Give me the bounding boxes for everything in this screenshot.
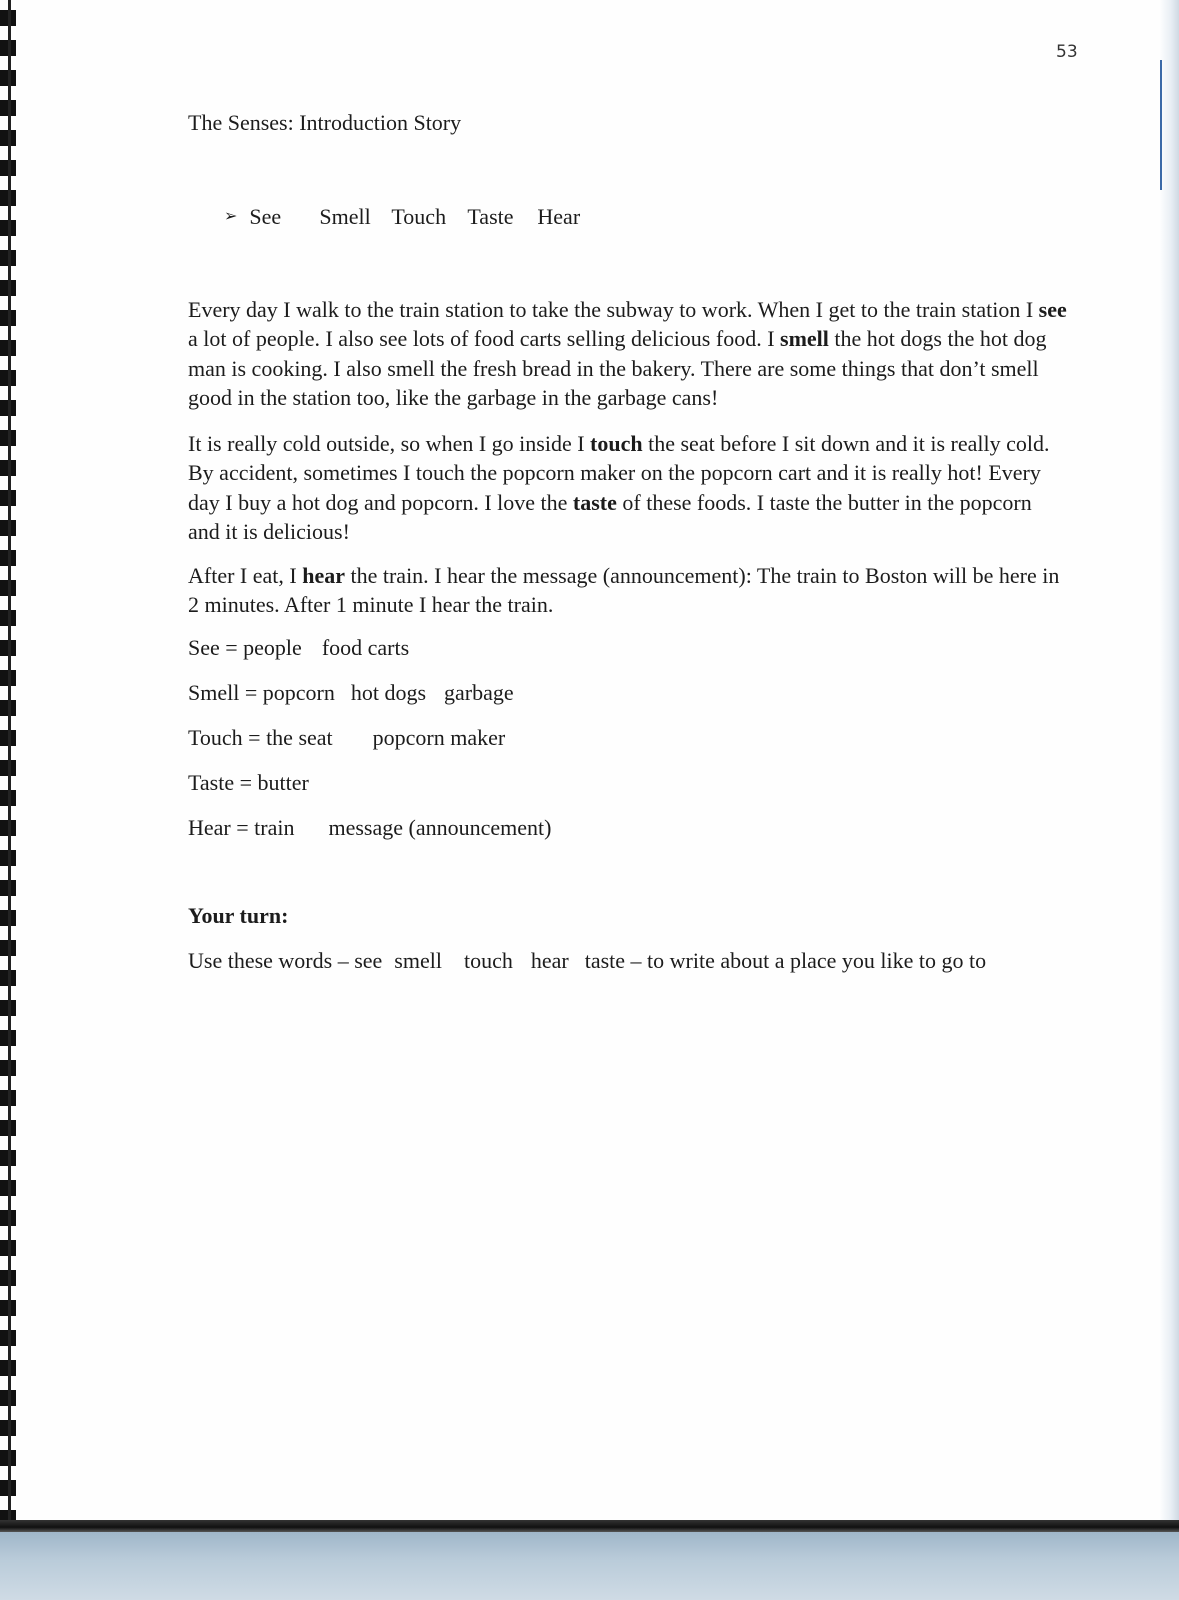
story-text: the train. I hear the message (announcement): The train to Boston will be here in 2 minutes. After 1 minute I hear the train. xyxy=(188,563,1060,618)
word-list-item: food carts xyxy=(321,635,410,660)
word-list-item: hot dogs xyxy=(350,680,427,705)
keyword-hear: hear xyxy=(302,563,345,588)
word-list-label: Hear = train xyxy=(188,815,295,840)
story-text: It is really cold outside, so when I go inside I xyxy=(188,431,591,456)
story-text: After I eat, I xyxy=(188,563,303,588)
word-list-touch xyxy=(188,725,505,751)
page-right-edge-mark xyxy=(1160,60,1162,190)
your-turn-instructions xyxy=(188,948,986,974)
sense-item-smell: Smell xyxy=(319,204,371,229)
word-list-label: Smell = popcorn xyxy=(188,680,335,705)
scanner-bottom-edge xyxy=(0,1520,1179,1532)
word-list-smell xyxy=(188,680,514,706)
story-text: the hot dogs the hot dog man is cooking. I also smell the fresh bread in the bakery. There are some things that don’t smell good in the station too, like the garbage in the garbage cans! xyxy=(188,326,1047,410)
word-list-label: Touch = the seat xyxy=(188,725,333,750)
sense-item-see: See xyxy=(249,204,282,229)
word-list-label: Taste = butter xyxy=(188,770,309,795)
story-paragraph-1 xyxy=(188,295,1068,412)
keyword-see: see xyxy=(1038,297,1067,322)
word-list-see xyxy=(188,635,409,661)
page-title: The Senses: Introduction Story xyxy=(188,110,462,135)
word-list-taste xyxy=(188,770,309,796)
instructions-word-smell: smell xyxy=(394,948,442,973)
page-number: 53 xyxy=(1056,42,1078,62)
story-text: the seat before I sit down and it is really cold. By accident, sometimes I touch the popcorn maker on the popcorn cart and it is really hot! Every day I buy a hot dog and popcorn. I love the xyxy=(188,431,1050,515)
word-list-hear xyxy=(188,815,551,841)
story-text: Every day I walk to the train station to take the subway to work. When I get to the train station I xyxy=(188,297,1039,322)
instructions-suffix: taste – to write about a place you like to go to xyxy=(584,948,987,973)
sense-item-touch: Touch xyxy=(391,204,447,229)
story-text: of these foods. I taste the butter in the popcorn and it is delicious! xyxy=(188,489,1032,544)
keyword-smell: smell xyxy=(780,326,829,352)
story-paragraph-2 xyxy=(188,429,1068,546)
keyword-taste: taste xyxy=(572,489,617,515)
your-turn-heading: Your turn: xyxy=(188,903,289,928)
arrow-bullet-icon: ➢ xyxy=(224,208,238,225)
sense-item-hear: Hear xyxy=(537,204,581,229)
word-list-item: message (announcement) xyxy=(328,815,552,840)
sense-item-taste: Taste xyxy=(467,204,514,229)
word-list-label: See = people xyxy=(188,635,302,660)
scanner-background xyxy=(0,1532,1179,1600)
story-paragraph-3 xyxy=(188,561,1068,620)
binding-edge xyxy=(8,0,11,1520)
senses-list xyxy=(224,204,580,230)
instructions-word-touch: touch xyxy=(463,948,513,973)
instructions-prefix: Use these words – see xyxy=(188,948,383,973)
page-right-edge xyxy=(1159,0,1179,1520)
word-list-item: garbage xyxy=(444,680,514,705)
word-list-item: popcorn maker xyxy=(372,725,506,750)
instructions-word-hear: hear xyxy=(530,948,569,973)
story-text: a lot of people. I also see lots of food carts selling delicious food. I xyxy=(188,326,781,352)
keyword-touch: touch xyxy=(590,431,643,456)
